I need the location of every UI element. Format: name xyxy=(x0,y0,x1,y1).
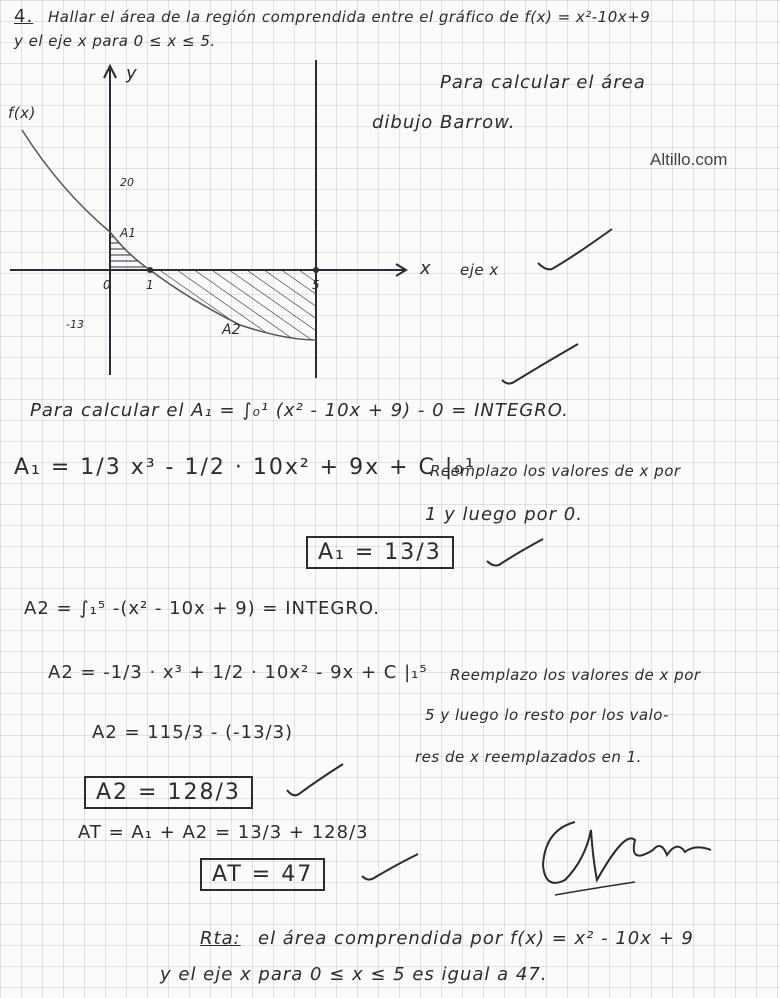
problem-statement-line1: Hallar el área de la región comprendida entre el gráfico de f(x) = x²-10x+9 xyxy=(48,8,651,26)
a1-label: A1 xyxy=(120,226,136,240)
a2-label: A2 xyxy=(222,322,241,338)
total-area-result-box: AT = 47 xyxy=(200,858,325,891)
root-point xyxy=(147,267,153,273)
function-graph xyxy=(0,55,430,385)
watermark: Altillo.com xyxy=(650,150,728,169)
a1-note-line2: 1 y luego por 0. xyxy=(425,504,583,525)
f-of-x-label: f(x) xyxy=(8,104,36,122)
tick-20: 20 xyxy=(120,176,134,189)
a2-integral-line: A2 = ∫₁⁵ -(x² - 10x + 9) = INTEGRO. xyxy=(24,598,380,619)
a1-integral-line: Para calcular el A₁ = ∫₀¹ (x² - 10x + 9) - 0 = INTEGRO. xyxy=(30,400,569,421)
a2-note-line2: 5 y luego lo resto por los valo- xyxy=(425,706,669,724)
a1-antiderivative-line: A₁ = 1/3 x³ - 1/2 · 10x² + 9x + C |₀¹ xyxy=(14,455,476,480)
tick-neg13: -13 xyxy=(66,318,84,331)
x5-point xyxy=(313,267,319,273)
side-note-line1: Para calcular el área xyxy=(440,72,646,93)
checkmark-icon xyxy=(285,760,345,800)
answer-line2: y el eje x para 0 ≤ x ≤ 5 es igual a 47. xyxy=(160,964,548,985)
a2-evaluation-line: A2 = 115/3 - (-13/3) xyxy=(92,722,294,743)
answer-label: Rta: xyxy=(200,928,241,949)
checkmark-icon xyxy=(485,535,545,570)
problem-statement-line2: y el eje x para 0 ≤ x ≤ 5. xyxy=(14,32,216,50)
tick-1: 1 xyxy=(146,278,154,292)
problem-number: 4. xyxy=(14,6,34,27)
total-area-sum: AT = A₁ + A2 = 13/3 + 128/3 xyxy=(78,822,369,843)
checkmark-icon xyxy=(360,850,420,885)
x-axis-label: x xyxy=(420,258,432,279)
a2-antiderivative-line: A2 = -1/3 · x³ + 1/2 · 10x² - 9x + C |₁⁵ xyxy=(48,662,428,683)
a2-result-box: A2 = 128/3 xyxy=(84,776,253,809)
a1-result-box: A₁ = 13/3 xyxy=(306,536,454,569)
tick-0: 0 xyxy=(103,278,111,292)
tick-5: 5 xyxy=(312,278,320,292)
answer-line1: el área comprendida por f(x) = x² - 10x + 9 xyxy=(258,928,694,949)
signature-icon xyxy=(535,810,725,900)
side-note-line2: dibujo Barrow. xyxy=(372,112,516,133)
checkmark-icon xyxy=(500,342,580,387)
checkmark-icon xyxy=(536,225,616,275)
y-axis-label: y xyxy=(126,63,138,84)
x-axis-name: eje x xyxy=(460,261,499,279)
a2-note-line1: Reemplazo los valores de x por xyxy=(450,666,701,684)
a2-note-line3: res de x reemplazados en 1. xyxy=(415,748,642,766)
a1-note-line1: Reemplazo los valores de x por xyxy=(430,462,681,480)
